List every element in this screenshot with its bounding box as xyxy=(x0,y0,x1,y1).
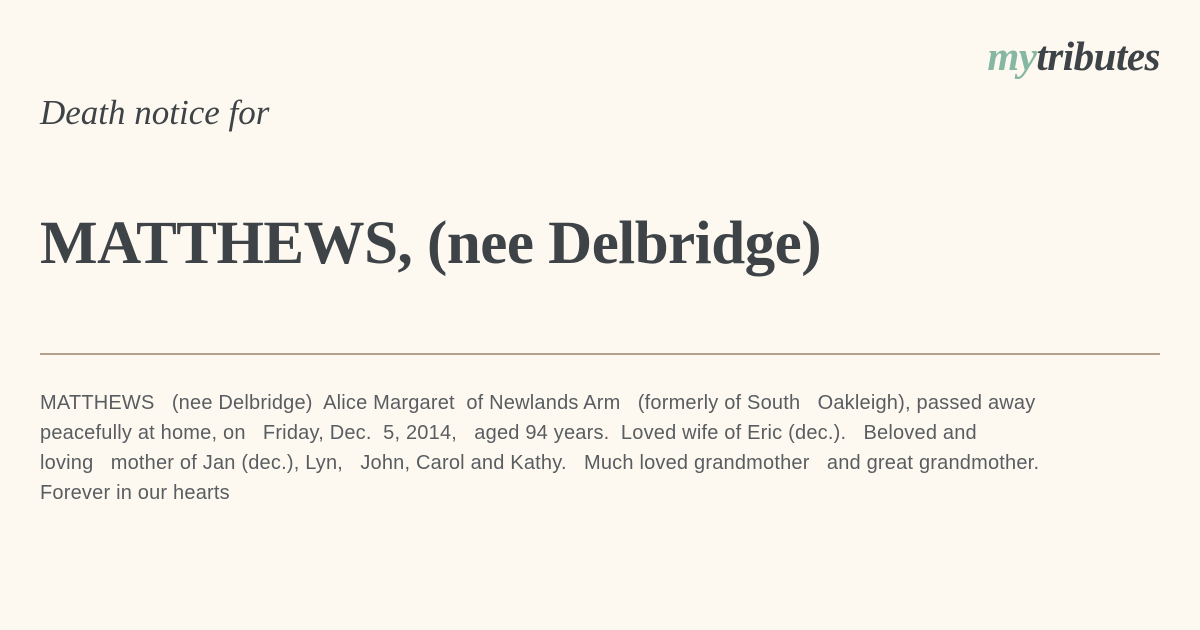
mytributes-logo xyxy=(987,33,1160,79)
notice-text xyxy=(40,388,1170,508)
notice-text-line-3: loving mother of Jan (dec.), Lyn, John, Carol and Kathy. Much loved grandmother and great grandmother. xyxy=(40,452,1040,474)
logo-text-my: my xyxy=(987,33,1037,79)
logo-text-tributes: tributes xyxy=(1036,33,1160,79)
notice-text-line-4: Forever in our hearts xyxy=(40,482,230,504)
divider-rule xyxy=(40,353,1160,355)
notice-text-line-1: MATTHEWS (nee Delbridge) Alice Margaret of Newlands Arm (formerly of South Oakleigh), passed away xyxy=(40,392,1036,414)
deceased-name-heading: MATTHEWS, (nee Delbridge) xyxy=(40,210,822,277)
notice-text-line-2: peacefully at home, on Friday, Dec. 5, 2014, aged 94 years. Loved wife of Eric (dec.). Beloved and xyxy=(40,422,977,444)
death-notice-label: Death notice for xyxy=(40,93,270,132)
